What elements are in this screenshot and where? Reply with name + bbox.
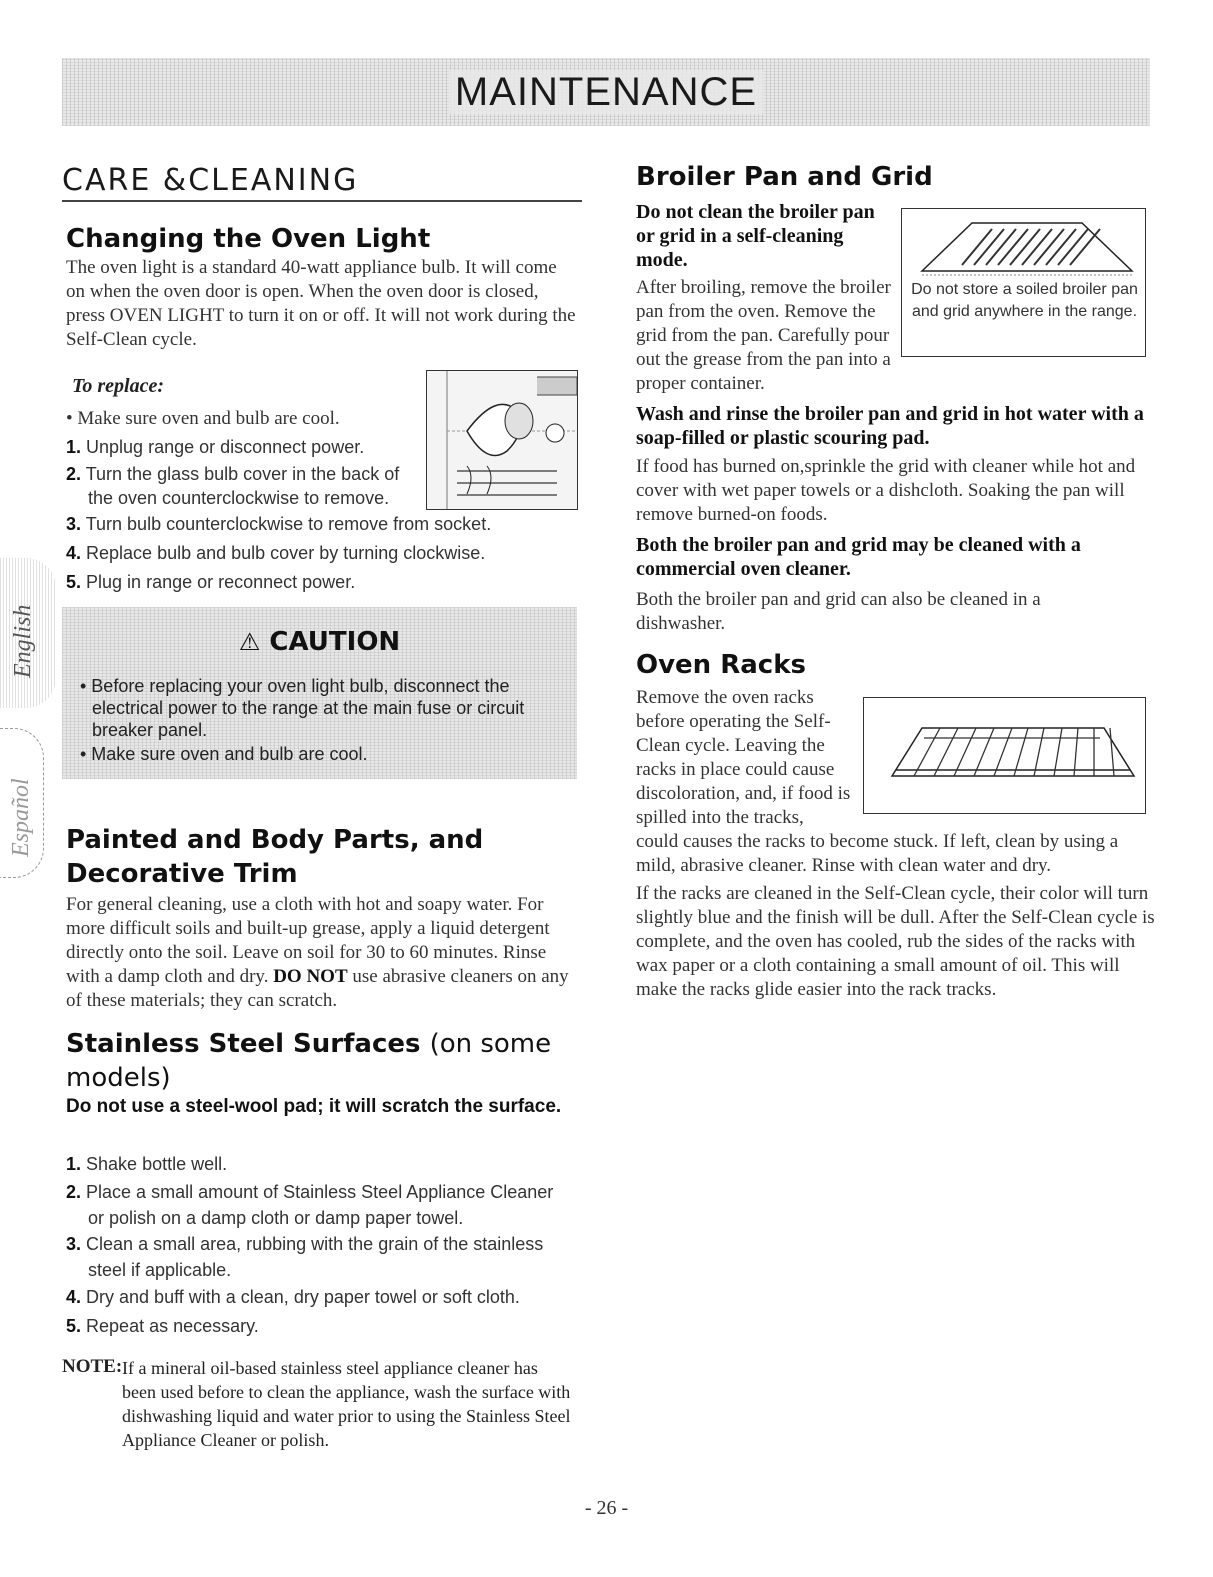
racks-text-1b: could causes the racks to become stuck. If left, clean by using a mild, abrasive cleaner. Rinse with clean water and dry. [636,831,1119,876]
stainless-warning: Do not use a steel-wool pad; it will scratch the surface. [66,1096,562,1117]
banner-title: MAINTENANCE [449,70,763,114]
bullet-cool: • Make sure oven and bulb are cool. [66,408,340,429]
broiler-bold-2: Wash and rinse the broiler pan and grid in hot water with a soap-filled or plastic scouring pad. [636,403,1144,449]
ss-step-5: 5. Repeat as necessary. [66,1316,259,1336]
broiler-caption: Do not store a soiled broiler pan and grid anywhere in the range. [911,281,1138,320]
caution-box [62,607,577,779]
step-4: 4. Replace bulb and bulb cover by turning clockwise. [66,543,486,563]
step-5: 5. Plug in range or reconnect power. [66,572,356,592]
oven-light-illustration [426,370,578,510]
caution-item-2: • Make sure oven and bulb are cool. [80,744,368,764]
broiler-bold-3: Both the broiler pan and grid may be cleaned with a commercial oven cleaner. [636,534,1081,580]
broiler-text-1: After broiling, remove the broiler pan from the oven. Remove the grid from the pan. Carefully pour out the grease from the pan into a proper container. [636,277,891,394]
oven-rack-drawing [864,698,1145,813]
oven-bulb-drawing [427,371,577,509]
painted-heading: Painted and Body Parts, and Decorative Trim [66,825,484,889]
ss-step-4: 4. Dry and buff with a clean, dry paper towel or soft cloth. [66,1287,520,1307]
ss-step-2: 2. Place a small amount of Stainless Steel Appliance Cleaner or polish on a damp cloth or damp paper towel. [66,1182,554,1228]
stainless-steps [66,1150,586,1341]
caution-item-1: • Before replacing your oven light bulb, disconnect the electrical power to the range at the main fuse or circuit breaker panel. [80,676,525,740]
ss-step-3: 3. Clean a small area, rubbing with the grain of the stainless steel if applicable. [66,1234,544,1280]
broiler-pan-drawing [902,213,1145,281]
english-tab[interactable] [0,558,56,708]
oven-rack-figure [863,697,1146,814]
broiler-heading: Broiler Pan and Grid [636,162,933,192]
maintenance-banner [62,58,1150,126]
english-tab-label: English [10,604,36,678]
oven-light-intro: The oven light is a standard 40-watt appliance bulb. It will come on when the oven door is open. When the oven door is closed, press OVEN LIGHT to turn it on or off. It will not work during the Self-Clean cycle. [66,257,576,350]
oven-light-heading: Changing the Oven Light [66,224,431,254]
oven-racks-heading: Oven Racks [636,650,806,680]
step-3: 3. Turn bulb counterclockwise to remove from socket. [66,514,492,534]
ss-step-1: 1. Shake bottle well. [66,1154,228,1174]
note-text: If a mineral oil-based stainless steel appliance cleaner has been used before to clean the appliance, wash the surface with dishwashing liquid and water prior to using the Stainless Steel Appliance Cleaner or polish. [122,1358,571,1450]
step-2: 2. Turn the glass bulb cover in the back of the oven counterclockwise to remove. [66,464,400,508]
stainless-heading: Stainless Steel Surfaces (on some models) [66,1029,552,1093]
broiler-warning: Do not clean the broiler pan or grid in a self-cleaning mode. [636,201,875,271]
care-cleaning-title: CARE &CLEANING [62,163,582,202]
racks-text-2: If the racks are cleaned in the Self-Clean cycle, their color will turn slightly blue and the finish will be dull. After the Self-Clean cycle is complete, and the oven has cooled, rub the sides of the racks with wax paper or a cloth containing a small amount of oil. This will make the racks glide easier into the rack tracks. [636,883,1155,1000]
note-label: NOTE: [62,1356,123,1377]
caution-list [80,675,565,765]
broiler-figure [901,208,1146,357]
espanol-tab-label: Español [8,778,34,857]
warning-triangle-icon: ⚠ [238,628,261,656]
broiler-text-3: Both the broiler pan and grid can also be cleaned in a dishwasher. [636,589,1041,634]
espanol-tab[interactable] [0,728,44,878]
painted-text: For general cleaning, use a cloth with hot and soapy water. For more difficult soils and built-up grease, apply a liquid detergent directly onto the soil. Leave on soil for 30 to 60 minutes. Rinse with a damp cloth and dry. DO NOT use abrasive cleaners on any of these materials; they can scratch. [66,894,569,1011]
caution-title: ⚠ CAUTION [238,627,401,657]
racks-text-1: Remove the oven racks before operating the Self-Clean cycle. Leaving the racks in place could cause discoloration, and, if food is spilled into the tracks, [636,687,851,828]
broiler-text-2: If food has burned on,sprinkle the grid with cleaner while hot and cover with wet paper towels or a dishcloth. Soaking the pan will remove burned-on foods. [636,456,1136,525]
page-number: - 26 - [584,1497,629,1519]
to-replace-label: To replace: [72,375,165,397]
step-1: 1. Unplug range or disconnect power. [66,437,365,457]
